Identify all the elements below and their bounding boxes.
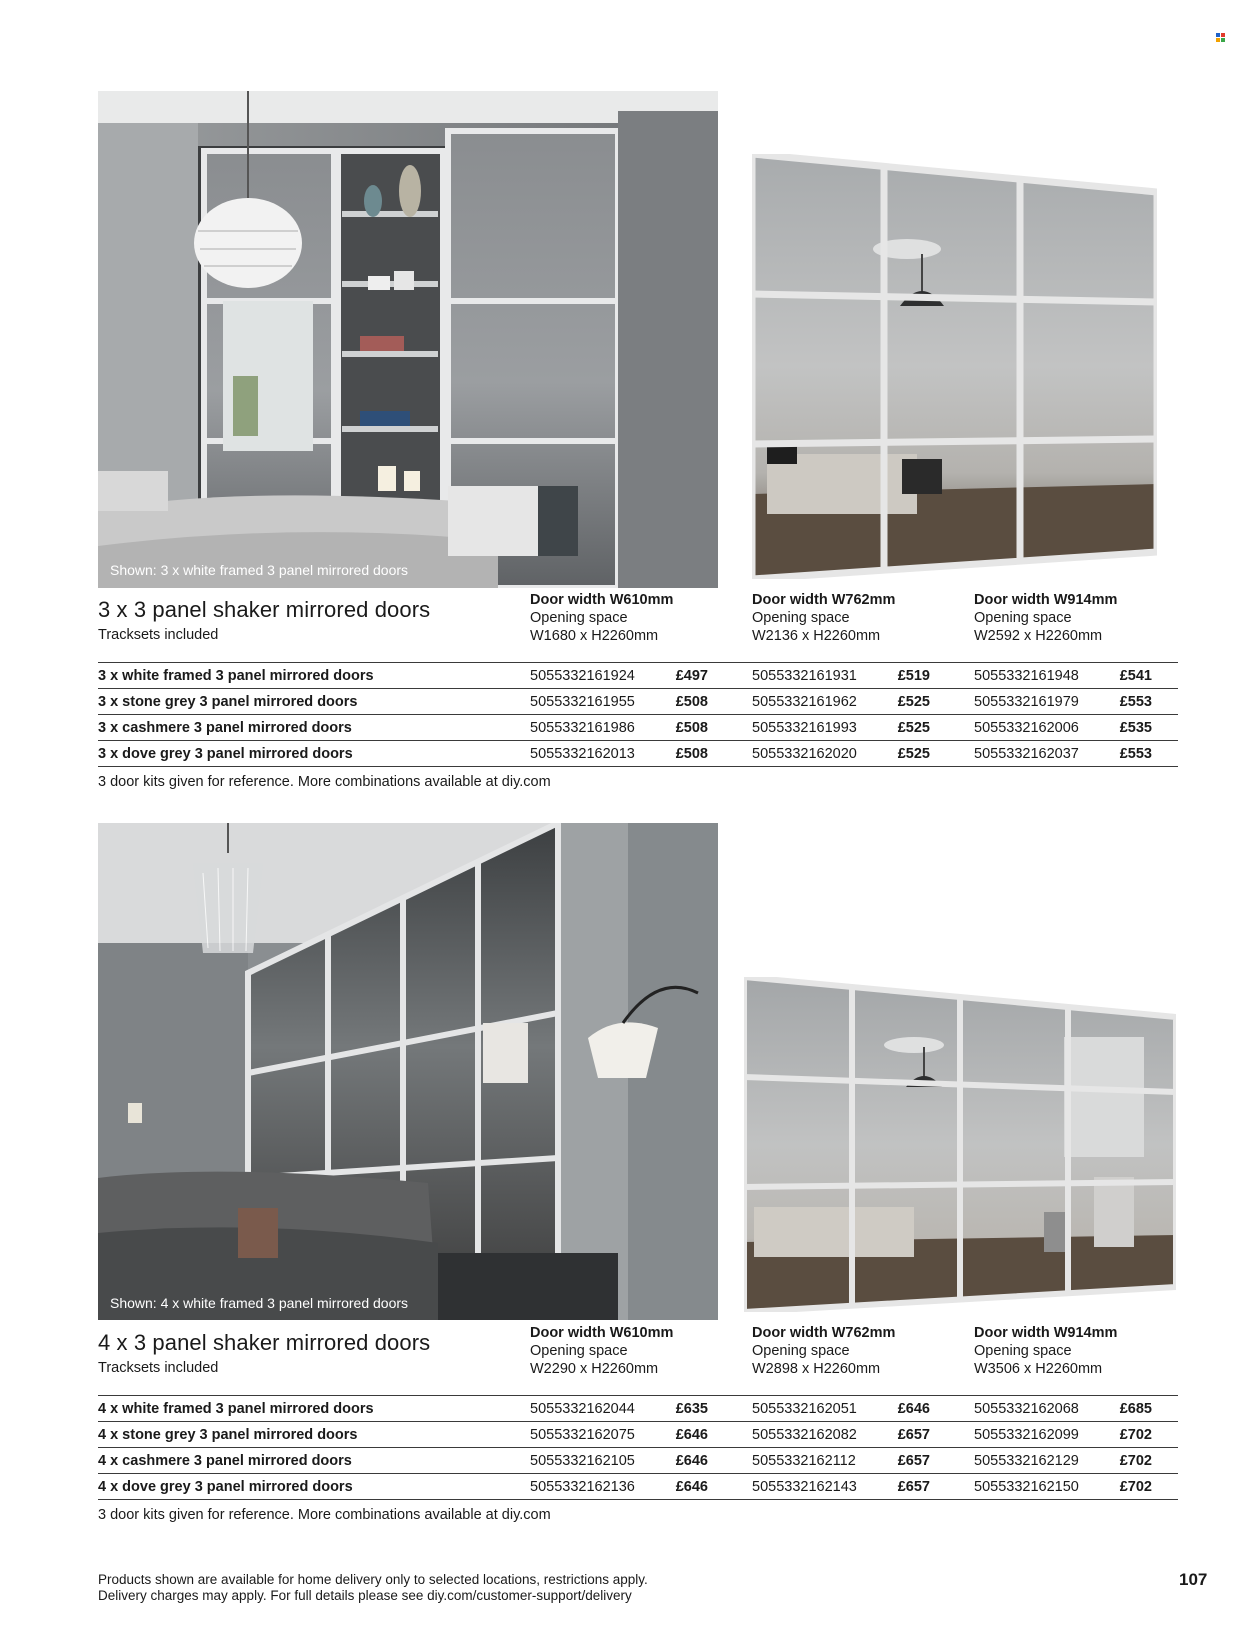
opening-label: Opening space [530, 610, 628, 626]
table-row [98, 1395, 1178, 1421]
door-width: Door width W762mm [752, 1325, 896, 1341]
brand-mark-square-amber [1216, 38, 1220, 42]
product-price: £685 [1119, 1401, 1152, 1417]
product-price: £497 [675, 668, 708, 684]
product-name: 4 x dove grey 3 panel mirrored doors [98, 1479, 353, 1495]
opening-label: Opening space [752, 610, 850, 626]
product-ean: 5055332162136 [530, 1479, 635, 1495]
brand-mark-square-blue [1216, 33, 1220, 37]
brand-corner-mark-icon [1216, 33, 1225, 42]
section-subtitle: Tracksets included [98, 627, 219, 643]
bedroom-photo-4-door [98, 823, 718, 1320]
product-ean: 5055332162013 [530, 746, 635, 762]
table-row [98, 714, 1178, 740]
photo-caption: Shown: 4 x white framed 3 panel mirrored doors [110, 1295, 409, 1311]
size-column-914 [974, 1324, 1174, 1378]
product-ean: 5055332162082 [752, 1427, 857, 1443]
product-price: £657 [897, 1453, 930, 1469]
table-row [98, 1447, 1178, 1473]
product-ean: 5055332162112 [752, 1453, 856, 1469]
door-width: Door width W610mm [530, 1325, 674, 1341]
table-row [98, 1473, 1178, 1499]
size-column-610 [530, 1324, 730, 1378]
table-row [98, 740, 1178, 766]
table-row [98, 1421, 1178, 1447]
product-ean: 5055332162020 [752, 746, 857, 762]
product-price: £635 [675, 1401, 708, 1417]
product-price: £702 [1119, 1427, 1152, 1443]
product-ean: 5055332162051 [752, 1401, 857, 1417]
photo-caption: Shown: 3 x white framed 3 panel mirrored doors [110, 562, 409, 578]
door-width: Door width W914mm [974, 1325, 1118, 1341]
product-name: 3 x dove grey 3 panel mirrored doors [98, 746, 353, 762]
product-ean: 5055332161955 [530, 694, 635, 710]
product-price: £519 [897, 668, 930, 684]
product-price: £541 [1119, 668, 1152, 684]
page-number: 107 [1179, 1570, 1208, 1589]
product-price: £702 [1119, 1479, 1152, 1495]
opening-label: Opening space [974, 610, 1072, 626]
bedroom-illustration-3-door [98, 91, 718, 588]
product-ean: 5055332161948 [974, 668, 1079, 684]
section-title: 3 x 3 panel shaker mirrored doors [98, 597, 431, 622]
section-subtitle: Tracksets included [98, 1360, 219, 1376]
disclaimer-line: Delivery charges may apply. For full details please see diy.com/customer-support/delivery [98, 1588, 632, 1603]
opening-size: W1680 x H2260mm [530, 628, 659, 644]
opening-size: W2136 x H2260mm [752, 628, 881, 644]
product-ean: 5055332162044 [530, 1401, 635, 1417]
product-price: £525 [897, 720, 930, 736]
mirrored-doors-illustration-4 [744, 977, 1176, 1312]
size-column-914 [974, 591, 1174, 645]
product-ean: 5055332162143 [752, 1479, 857, 1495]
delivery-disclaimer [98, 1572, 648, 1604]
product-ean: 5055332162068 [974, 1401, 1079, 1417]
product-name: 3 x white framed 3 panel mirrored doors [98, 668, 374, 684]
product-price: £646 [675, 1427, 708, 1443]
opening-size: W2898 x H2260mm [752, 1361, 881, 1377]
product-table-4-door [98, 1325, 1178, 1530]
product-ean: 5055332162075 [530, 1427, 635, 1443]
product-name: 3 x stone grey 3 panel mirrored doors [98, 694, 358, 710]
disclaimer-line: Products shown are available for home delivery only to selected locations, restrictions apply. [98, 1572, 648, 1587]
product-ean: 5055332162129 [974, 1453, 1079, 1469]
table-row [98, 688, 1178, 714]
opening-size: W2290 x H2260mm [530, 1361, 659, 1377]
section-title: 4 x 3 panel shaker mirrored doors [98, 1330, 431, 1355]
product-price: £657 [897, 1479, 930, 1495]
product-price: £525 [897, 746, 930, 762]
product-ean: 5055332161924 [530, 668, 635, 684]
table-bottom-rule [98, 766, 1178, 767]
product-name: 3 x cashmere 3 panel mirrored doors [98, 720, 352, 736]
product-price: £508 [675, 720, 708, 736]
mirrored-doors-product-3 [752, 154, 1157, 579]
brand-mark-square-green [1221, 38, 1225, 42]
product-price: £553 [1119, 746, 1152, 762]
product-ean: 5055332162150 [974, 1479, 1079, 1495]
product-price: £646 [675, 1453, 708, 1469]
opening-label: Opening space [974, 1343, 1072, 1359]
door-width: Door width W610mm [530, 592, 674, 608]
product-price: £702 [1119, 1453, 1152, 1469]
table-row [98, 662, 1178, 688]
bedroom-illustration-4-door [98, 823, 718, 1320]
product-price: £535 [1119, 720, 1152, 736]
product-ean: 5055332161931 [752, 668, 857, 684]
door-width: Door width W914mm [974, 592, 1118, 608]
opening-size: W2592 x H2260mm [974, 628, 1103, 644]
table-bottom-rule [98, 1499, 1178, 1500]
mirrored-doors-product-4 [744, 977, 1176, 1312]
product-name: 4 x stone grey 3 panel mirrored doors [98, 1427, 358, 1443]
product-name: 4 x white framed 3 panel mirrored doors [98, 1401, 374, 1417]
product-price: £646 [897, 1401, 930, 1417]
opening-label: Opening space [752, 1343, 850, 1359]
product-price: £525 [897, 694, 930, 710]
door-width: Door width W762mm [752, 592, 896, 608]
product-ean: 5055332162006 [974, 720, 1079, 736]
product-price: £508 [675, 694, 708, 710]
product-ean: 5055332162105 [530, 1453, 635, 1469]
bedroom-photo-3-door [98, 91, 718, 588]
mirrored-doors-illustration-3 [752, 154, 1157, 579]
product-ean: 5055332162099 [974, 1427, 1079, 1443]
brand-mark-square-red [1221, 33, 1225, 37]
product-ean: 5055332161993 [752, 720, 857, 736]
product-price: £553 [1119, 694, 1152, 710]
product-ean: 5055332162037 [974, 746, 1079, 762]
product-ean: 5055332161986 [530, 720, 635, 736]
size-column-610 [530, 591, 730, 645]
product-name: 4 x cashmere 3 panel mirrored doors [98, 1453, 352, 1469]
opening-size: W3506 x H2260mm [974, 1361, 1103, 1377]
reference-note: 3 door kits given for reference. More combinations available at diy.com [98, 774, 551, 790]
product-ean: 5055332161979 [974, 694, 1079, 710]
opening-label: Opening space [530, 1343, 628, 1359]
product-ean: 5055332161962 [752, 694, 857, 710]
product-price: £646 [675, 1479, 708, 1495]
product-table-3-door [98, 592, 1178, 797]
product-price: £657 [897, 1427, 930, 1443]
size-column-762 [752, 1324, 952, 1378]
product-price: £508 [675, 746, 708, 762]
reference-note: 3 door kits given for reference. More combinations available at diy.com [98, 1507, 551, 1523]
size-column-762 [752, 591, 952, 645]
